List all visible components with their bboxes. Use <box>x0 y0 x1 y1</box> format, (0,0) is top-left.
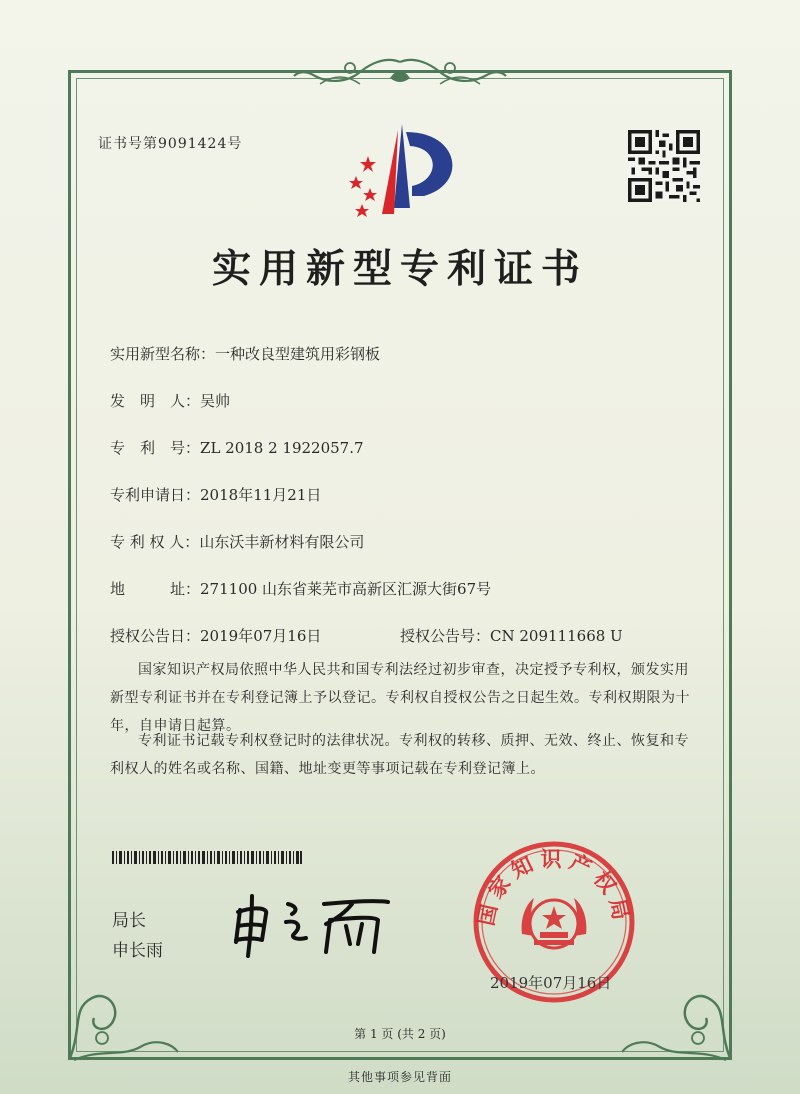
page-number: 第 1 页 (共 2 页) <box>354 1027 446 1041</box>
filing-date-value: 2018年11月21日 <box>200 486 322 504</box>
utility-model-name-value: 一种改良型建筑用彩钢板 <box>215 345 381 363</box>
patentee-value: 山东沃丰新材料有限公司 <box>199 533 365 551</box>
seal-date: 2019年07月16日 <box>490 974 612 992</box>
patentee-label: 专 利 权 人： <box>110 533 200 551</box>
signatory-title: 局长 <box>112 911 146 931</box>
grant-date-value: 2019年07月16日 <box>200 627 322 645</box>
utility-model-name-row <box>110 343 380 364</box>
address-row <box>110 578 491 599</box>
grant-number-value: CN 209111668 U <box>490 627 623 645</box>
barcode-icon <box>112 851 302 864</box>
top-ornament-icon <box>290 56 510 90</box>
patent-number-row <box>110 437 364 458</box>
cnipa-emblem-icon <box>340 122 464 226</box>
filing-date-label: 专利申请日： <box>110 486 201 504</box>
page-title: 实用新型专利证书 <box>211 246 588 292</box>
address-label: 地 址： <box>110 580 201 598</box>
address-value: 271100 山东省莱芜市高新区汇源大街67号 <box>200 580 492 598</box>
footer-note: 其他事项参见背面 <box>347 1070 452 1084</box>
statement-paragraph-2: 专利证书记载专利权登记时的法律状况。专利权的转移、质押、无效、终止、恢复和专利权人的姓名或名称、国籍、地址变更等事项记载在专利登记簿上。 <box>110 733 689 777</box>
grant-date-label: 授权公告日： <box>110 627 201 645</box>
patent-number-value: ZL 2018 2 1922057.7 <box>200 439 364 457</box>
svg-text:国家知识产权局 <box>474 847 634 927</box>
statement-paragraph-1: 国家知识产权局依照中华人民共和国专利法经过初步审查，决定授予专利权，颁发实用新型专利证书并在专利登记簿上予以登记。专利权自授权公告之日起生效。专利权期限为十年，自申请日起算。 <box>110 662 690 734</box>
inventor-value: 吴帅 <box>200 392 231 410</box>
signature-icon <box>226 890 396 960</box>
patentee-row <box>110 531 364 552</box>
inventor-row <box>110 390 230 411</box>
certificate-number: 证书号第9091424号 <box>98 136 243 152</box>
grant-number-label: 授权公告号： <box>400 627 491 645</box>
seal-text: 国家知识产权局 <box>473 847 635 928</box>
inventor-label: 发 明 人： <box>110 392 201 410</box>
grant-date-row <box>110 625 321 646</box>
patent-number-label: 专 利 号： <box>110 439 201 457</box>
grant-number-row <box>400 625 623 646</box>
signatory-name: 申长雨 <box>112 941 163 961</box>
bottom-left-ornament-icon <box>62 968 182 1064</box>
utility-model-name-label: 实用新型名称： <box>110 345 216 363</box>
filing-date-row <box>110 484 321 505</box>
qr-code-icon <box>628 130 700 202</box>
